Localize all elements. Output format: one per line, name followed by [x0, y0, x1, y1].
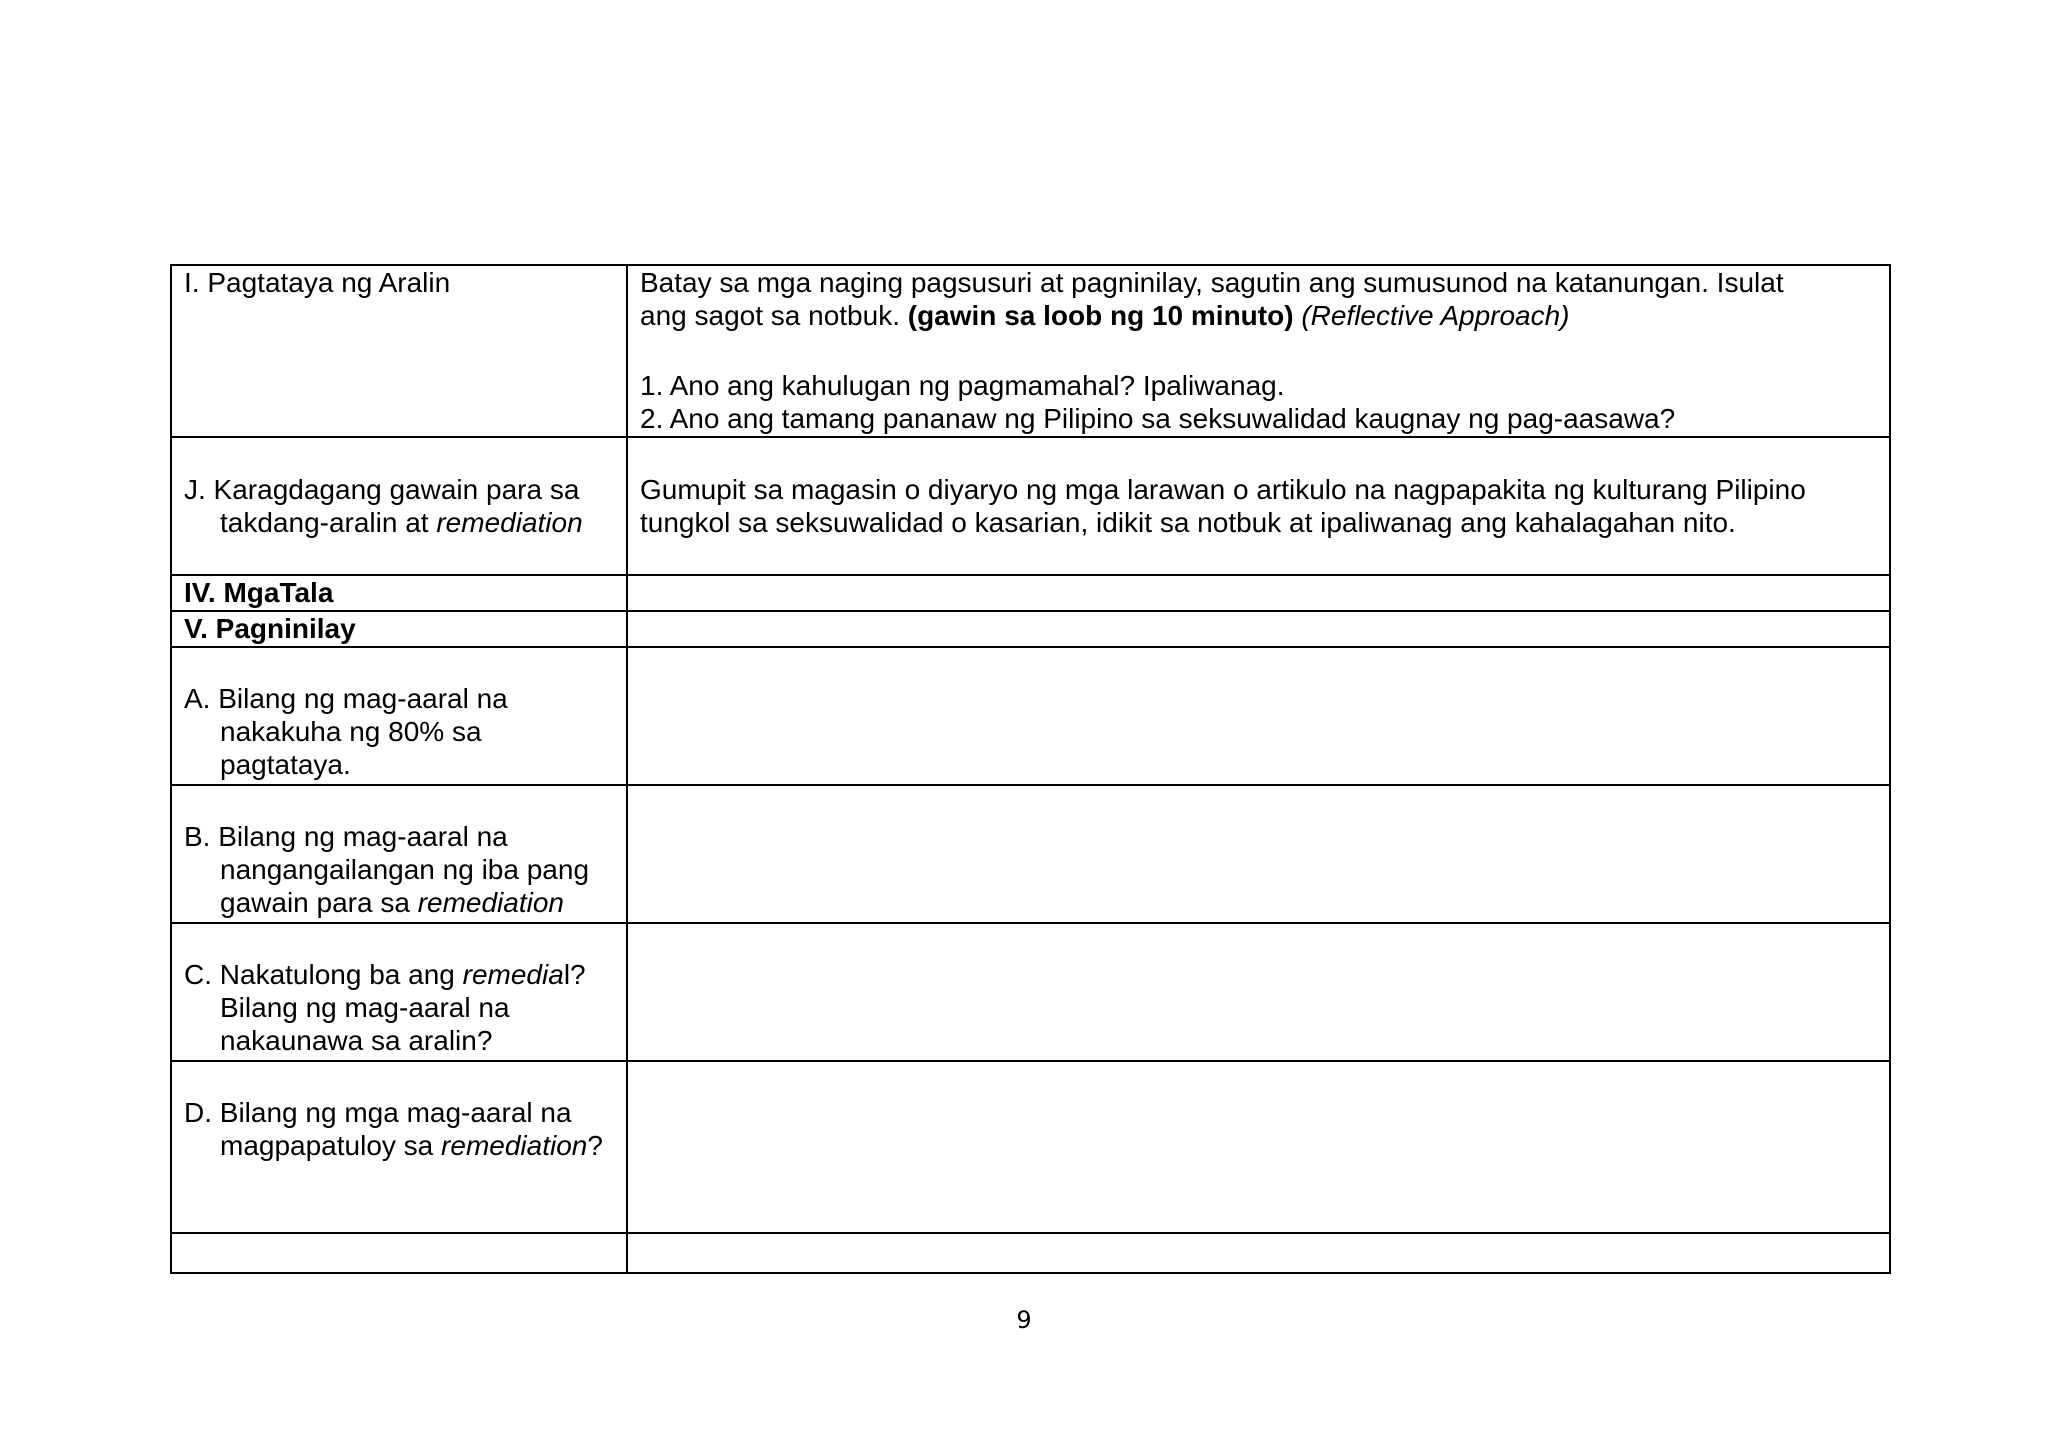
cell-a-content: [627, 647, 1890, 785]
pagninilay-heading: V. Pagninilay: [184, 613, 356, 644]
item-a-label: A. Bilang ng mag-aaral na nakakuha ng 80% sa pagtataya.: [184, 683, 508, 780]
question-2: 2. Ano ang tamang pananaw ng Pilipino sa seksuwalidad kaugnay ng pag-aasawa?: [640, 403, 1676, 434]
cell-b-content: [627, 785, 1890, 923]
row-pagtataya: [171, 265, 1890, 437]
cell-a-label: [171, 647, 627, 785]
cell-pagtataya-content: [627, 265, 1890, 437]
cell-d-content: [627, 1061, 1890, 1233]
row-mga-tala: [171, 575, 1890, 611]
cell-pagninilay-label: [171, 611, 627, 647]
item-c-label: C. Nakatulong ba ang remedial? Bilang ng mag-aaral na nakaunawa sa aralin?: [184, 959, 586, 1056]
cell-blank-right: [627, 1233, 1890, 1273]
question-1: 1. Ano ang kahulugan ng pagmamahal? Ipaliwanag.: [640, 370, 1285, 401]
item-b-label: B. Bilang ng mag-aaral na nangangailangan ng iba pang gawain para sa remediation: [184, 821, 590, 918]
row-a: [171, 647, 1890, 785]
row-c: [171, 923, 1890, 1061]
row-pagninilay: [171, 611, 1890, 647]
cell-takdang-aralin-content: [627, 437, 1890, 575]
row-takdang-aralin: [171, 437, 1890, 575]
pagtataya-label: I. Pagtataya ng Aralin: [184, 267, 451, 298]
cell-d-label: [171, 1061, 627, 1233]
cell-takdang-aralin-label: [171, 437, 627, 575]
cell-c-label: [171, 923, 627, 1061]
pagtataya-instruction: Batay sa mga naging pagsusuri at pagninilay, sagutin ang sumusunod na katanungan. Isulat ang sagot sa notbuk. (gawin sa loob ng 10 minuto) (Reflective Approach): [640, 267, 1784, 331]
cell-mga-tala-label: [171, 575, 627, 611]
approach-label: (Reflective Approach): [1301, 300, 1570, 331]
time-limit: (gawin sa loob ng 10 minuto): [907, 300, 1294, 331]
mga-tala-heading: IV. MgaTala: [184, 577, 334, 608]
cell-pagtataya-label: [171, 265, 627, 437]
page-number: 9: [1016, 1306, 1032, 1334]
cell-blank-left: [171, 1233, 627, 1273]
row-blank: [171, 1233, 1890, 1273]
takdang-aralin-label: J. Karagdagang gawain para sa takdang-aralin at remediation: [184, 474, 583, 538]
lesson-plan-table: [170, 264, 1891, 1274]
takdang-aralin-text: Gumupit sa magasin o diyaryo ng mga larawan o artikulo na nagpapakita ng kulturang Pilipino tungkol sa seksuwalidad o kasarian, idikit sa notbuk at ipaliwanag ang kahalagahan nito.: [640, 474, 1806, 538]
row-b: [171, 785, 1890, 923]
cell-mga-tala-content: [627, 575, 1890, 611]
row-d: [171, 1061, 1890, 1233]
cell-pagninilay-content: [627, 611, 1890, 647]
cell-c-content: [627, 923, 1890, 1061]
cell-b-label: [171, 785, 627, 923]
item-d-label: D. Bilang ng mga mag-aaral na magpapatuloy sa remediation?: [184, 1097, 603, 1161]
